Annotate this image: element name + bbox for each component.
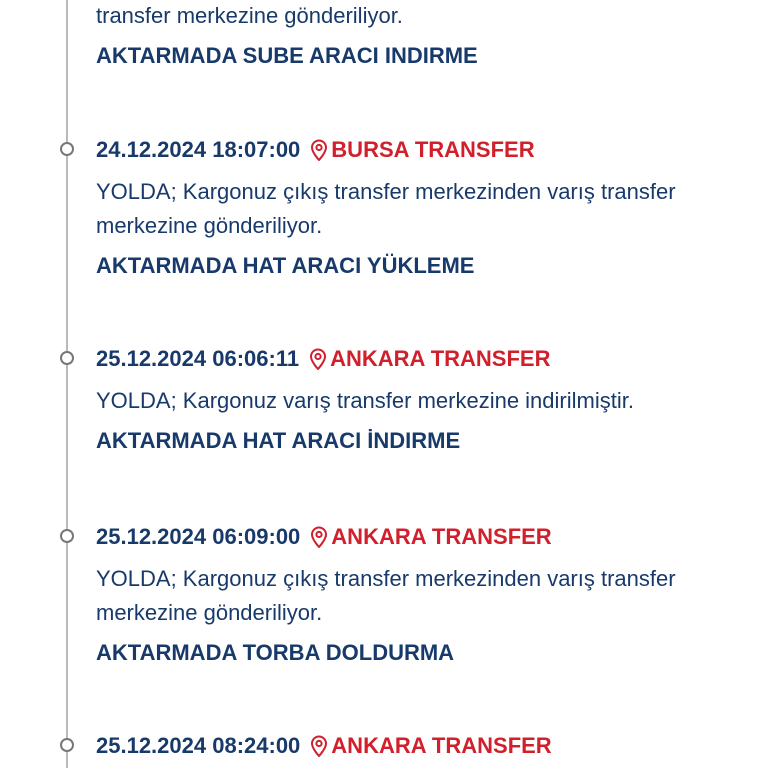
entry-location-label: BURSA TRANSFER (331, 137, 535, 162)
timeline-dot-icon (60, 142, 74, 156)
entry-location (310, 522, 551, 552)
timeline-entry (96, 344, 758, 456)
entry-status: AKTARMADA SUBE ARACI INDIRME (96, 43, 478, 68)
entry-datetime: 25.12.2024 08:24:00 (96, 733, 301, 758)
timeline-dot-icon (60, 351, 74, 365)
timeline-dot-icon (60, 529, 74, 543)
location-pin-icon (309, 348, 327, 370)
entry-header (96, 731, 758, 761)
timeline-entry (96, 135, 758, 281)
entry-location (310, 731, 551, 761)
entry-location-label: ANKARA TRANSFER (330, 346, 551, 371)
entry-datetime: 25.12.2024 06:06:11 (96, 346, 300, 371)
entry-header (96, 522, 758, 552)
entry-description: YOLDA; Kargonuz çıkış transfer merkezinden varış transfer merkezine gönderiliyor. (96, 179, 676, 238)
location-pin-icon (310, 735, 328, 757)
entry-datetime: 25.12.2024 06:09:00 (96, 524, 301, 549)
timeline-entry (96, 522, 758, 668)
entry-header (96, 344, 758, 374)
location-pin-icon (310, 139, 328, 161)
entry-description: YOLDA; Kargonuz varış transfer merkezine indirilmiştir. (96, 388, 634, 413)
entry-location-label: ANKARA TRANSFER (331, 733, 552, 758)
entry-status: AKTARMADA TORBA DOLDURMA (96, 640, 455, 665)
timeline-dot-icon (60, 738, 74, 752)
location-pin-icon (310, 526, 328, 548)
entry-status: AKTARMADA HAT ARACI İNDIRME (96, 428, 461, 453)
timeline-line (66, 0, 68, 768)
entry-status: AKTARMADA HAT ARACI YÜKLEME (96, 253, 475, 278)
entry-datetime: 24.12.2024 18:07:00 (96, 137, 301, 162)
timeline-entry (96, 0, 758, 71)
entry-description: transfer merkezine gönderiliyor. (96, 3, 403, 28)
entry-location (309, 344, 550, 374)
entry-header (96, 135, 758, 165)
entry-location-label: ANKARA TRANSFER (331, 524, 552, 549)
entry-location (310, 135, 534, 165)
timeline-entry (96, 731, 758, 761)
entry-description: YOLDA; Kargonuz çıkış transfer merkezinden varış transfer merkezine gönderiliyor. (96, 566, 676, 625)
